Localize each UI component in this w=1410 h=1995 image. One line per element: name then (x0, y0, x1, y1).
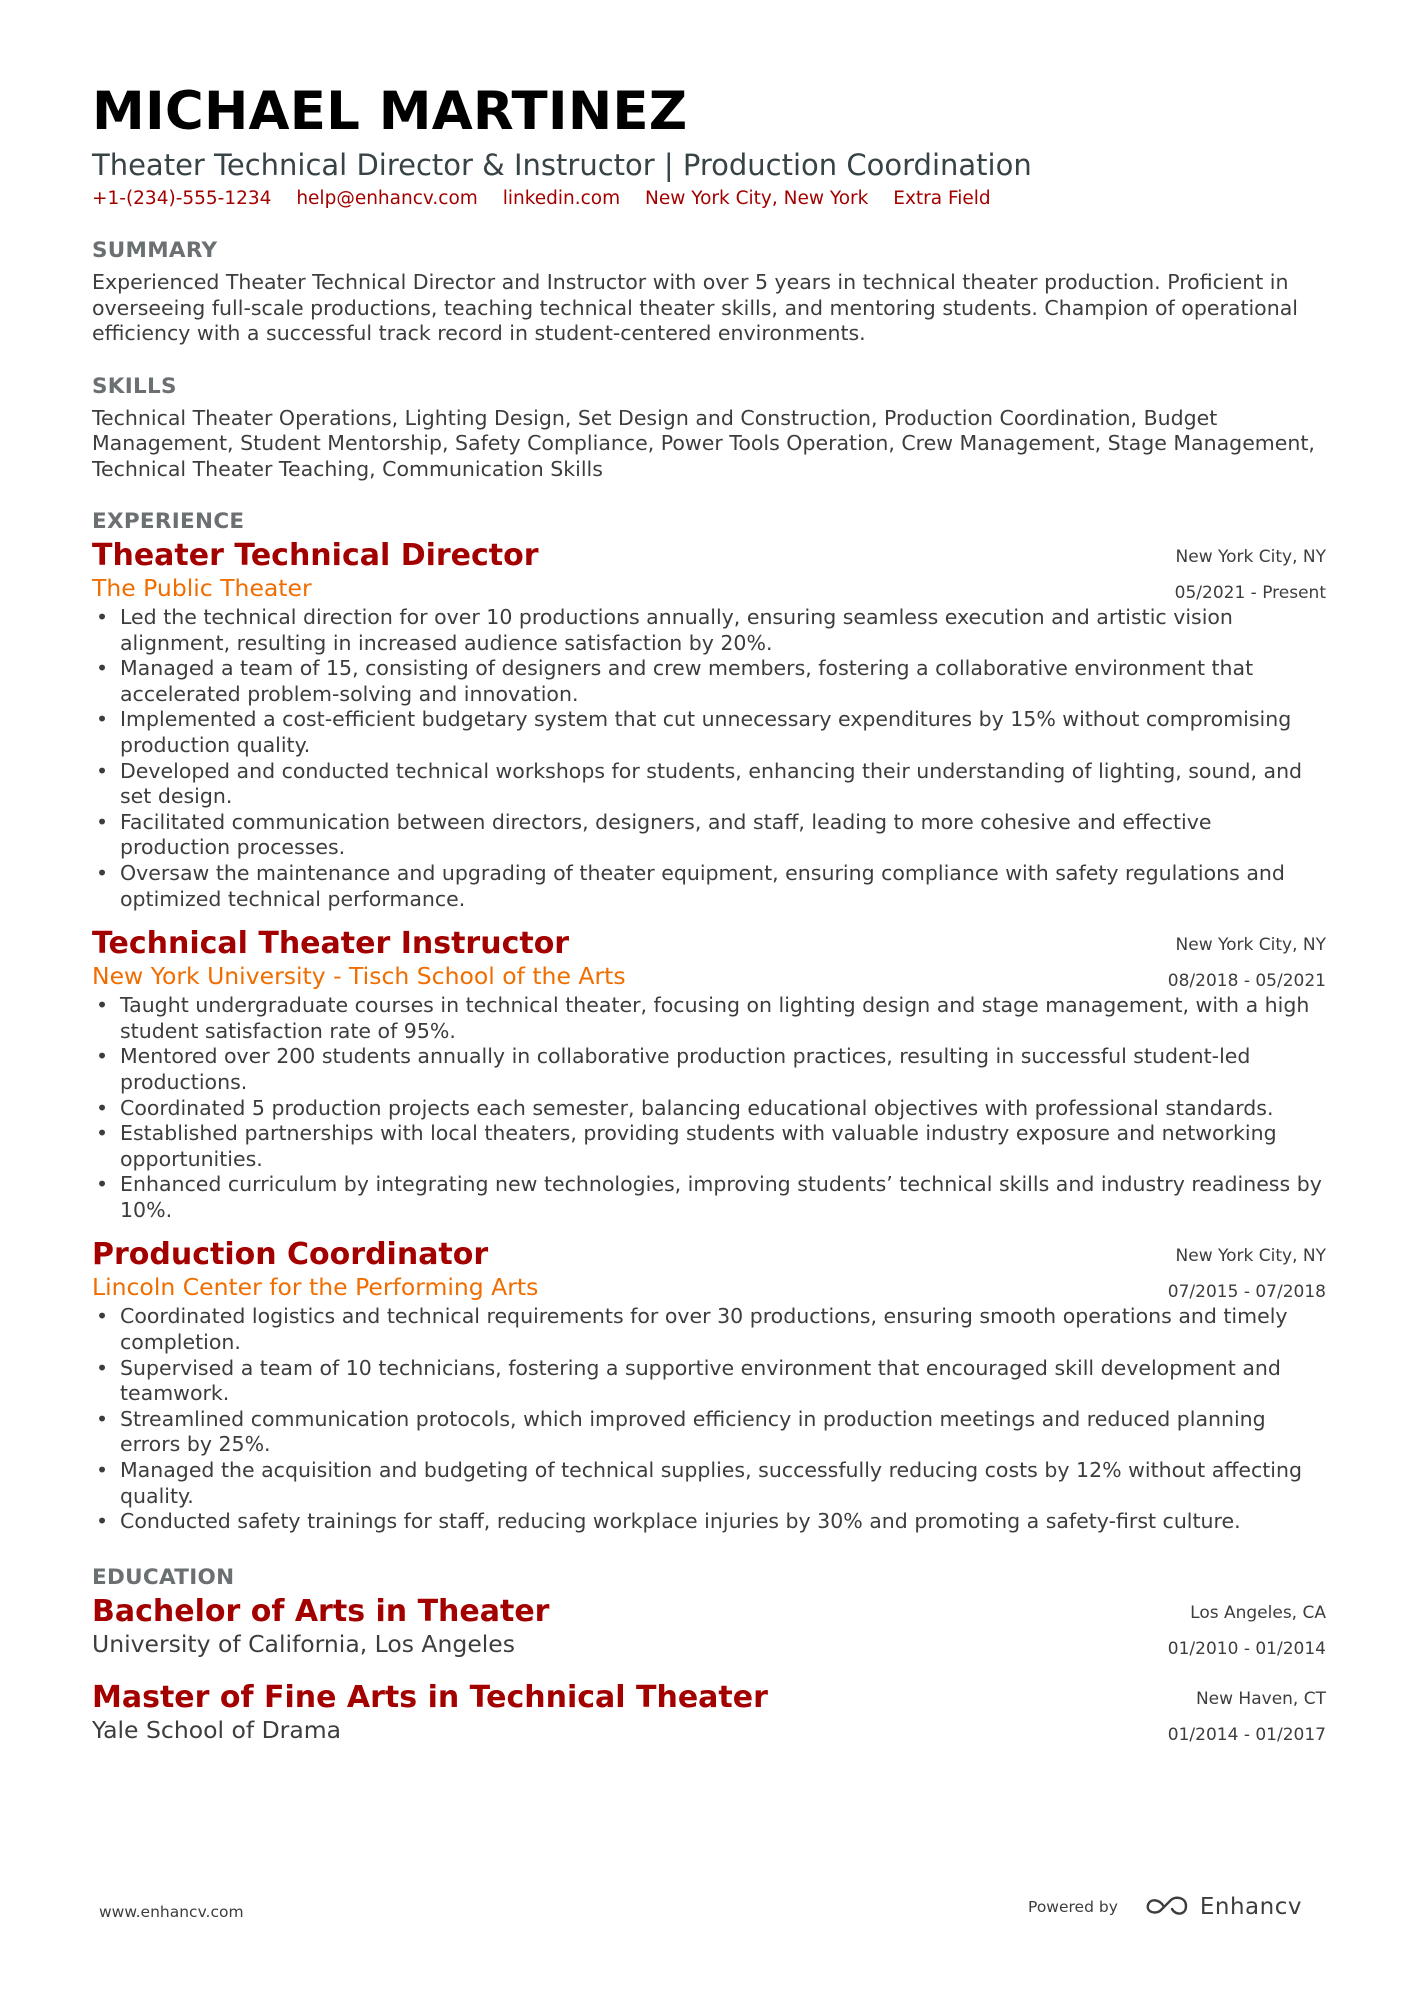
job-title: Theater Technical Director (92, 538, 539, 573)
skills-text: Technical Theater Operations, Lighting Design, Set Design and Construction, Production Coordination, Budget Management, Student Mentorship, Safety Compliance, Power Tools Operation, Crew Management, Stage Management, Technical Theater Teaching, Communication Skills (92, 405, 1315, 481)
enhancv-logo-text[interactable]: Enhancv (1199, 1894, 1302, 1920)
job-dates: 07/2015 - 07/2018 (1167, 1282, 1326, 1303)
bullet-item: • Developed and conducted technical workshops for students, enhancing their understanding of lighting, sound, and set design. (120, 759, 1326, 810)
bullet-item: • Oversaw the maintenance and upgrading of theater equipment, ensuring compliance with safety regulations and optimized technical performance. (120, 861, 1326, 912)
job-title: Production Coordinator (92, 1237, 489, 1273)
job-title: Technical Theater Instructor (92, 926, 570, 962)
contact-linkedin[interactable]: linkedin.com (502, 188, 621, 209)
education-entry (92, 1593, 1326, 1659)
job-bullets (92, 993, 1326, 1223)
bullet-item: • Managed the acquisition and budgeting of technical supplies, successfully reducing costs by 12% without affecting quality. (120, 1458, 1326, 1509)
education-title: EDUCATION (92, 1564, 235, 1590)
experience-entry (92, 537, 1326, 912)
skills-title: SKILLS (92, 373, 177, 399)
bullet-item: • Facilitated communication between directors, designers, and staff, leading to more cohesive and effective production processes. (120, 810, 1326, 861)
job-dates: 05/2021 - Present (1174, 583, 1326, 603)
bullet-item: • Conducted safety trainings for staff, reducing workplace injuries by 30% and promoting a safety-first culture. (120, 1509, 1326, 1535)
job-dates: 08/2018 - 05/2021 (1167, 971, 1326, 992)
powered-by-label: Powered by (1028, 1898, 1118, 1916)
bullet-item: • Streamlined communication protocols, which improved efficiency in production meetings and reduced planning errors by 25%. (120, 1407, 1326, 1458)
footer-website-link[interactable]: www.enhancv.com (99, 1903, 244, 1921)
education-dates: 01/2014 - 01/2017 (1167, 1724, 1326, 1745)
bullet-item: • Taught undergraduate courses in technical theater, focusing on lighting design and stage management, with a high student satisfaction rate of 95%. (120, 993, 1326, 1044)
education-section (92, 1563, 1326, 1745)
degree-title: Master of Fine Arts in Technical Theater (92, 1679, 768, 1715)
summary-title: SUMMARY (92, 238, 218, 263)
bullet-item: • Implemented a cost-efficient budgetary system that cut unnecessary expenditures by 15% without compromising production quality. (120, 707, 1326, 758)
bullet-item: • Supervised a team of 10 technicians, fostering a supportive environment that encouraged skill development and teamwork. (120, 1356, 1326, 1407)
company-name: The Public Theater (92, 574, 312, 602)
resume-header (92, 80, 1326, 212)
job-location: New York City, NY (1175, 547, 1326, 567)
job-bullets (92, 1304, 1326, 1534)
degree-title: Bachelor of Arts in Theater (92, 1593, 550, 1629)
bullet-item: • Coordinated 5 production projects each semester, balancing educational objectives with professional standards. (120, 1096, 1326, 1122)
school-name: Yale School of Drama (92, 1715, 342, 1744)
bullet-item: • Enhanced curriculum by integrating new technologies, improving students’ technical skills and industry readiness by 10%. (120, 1172, 1326, 1223)
company-name: Lincoln Center for the Performing Arts (92, 1273, 539, 1302)
experience-entry (92, 925, 1326, 1223)
bullet-item: • Led the technical direction for over 10 productions annually, ensuring seamless execution and artistic vision alignment, resulting in increased audience satisfaction by 20%. (120, 605, 1326, 656)
resume-page (92, 80, 1326, 1745)
school-name: University of California, Los Angeles (92, 1629, 516, 1658)
enhancv-logo-icon (1144, 1894, 1190, 1920)
footer-branding (1028, 1894, 1302, 1920)
company-name: New York University - Tisch School of the Arts (92, 962, 626, 991)
candidate-headline: Theater Technical Director & Instructor | Production Coordination (92, 148, 1032, 182)
skills-section (92, 372, 1326, 483)
bullet-item: • Mentored over 200 students annually in collaborative production practices, resulting in successful student-led productions. (120, 1044, 1326, 1095)
job-meta (1168, 927, 1326, 999)
experience-entry (92, 1236, 1326, 1534)
education-location: Los Angeles, CA (1190, 1602, 1326, 1623)
summary-section (92, 236, 1326, 347)
experience-section (92, 507, 1326, 1535)
job-meta (1168, 1238, 1326, 1310)
bullet-item: • Established partnerships with local theaters, providing students with valuable industry exposure and networking opportunities. (120, 1121, 1326, 1172)
bullet-item: • Coordinated logistics and technical requirements for over 30 productions, ensuring smooth operations and timely completion. (120, 1304, 1326, 1355)
education-entry (92, 1679, 1326, 1745)
job-location: New York City, NY (1175, 935, 1326, 956)
candidate-name: MICHAEL MARTINEZ (92, 81, 688, 142)
contact-line (92, 186, 1326, 212)
education-meta (1168, 1595, 1326, 1667)
education-location: New Haven, CT (1195, 1688, 1326, 1709)
bullet-item: • Managed a team of 15, consisting of designers and crew members, fostering a collaborative environment that accelerated problem-solving and innovation. (120, 656, 1326, 707)
contact-extra-field: Extra Field (893, 188, 991, 209)
contact-email[interactable]: help@enhancv.com (296, 188, 478, 209)
contact-location: New York City, New York (645, 188, 869, 209)
job-bullets (92, 605, 1326, 912)
education-dates: 01/2010 - 01/2014 (1167, 1638, 1326, 1659)
experience-title: EXPERIENCE (92, 509, 245, 534)
education-meta (1168, 1681, 1326, 1753)
summary-text: Experienced Theater Technical Director and Instructor with over 5 years in technical theater production. Proficient in overseeing full-scale productions, teaching technical theater skills, and mentoring students. Champion of operational efficiency with a successful track record in student-centered environments. (92, 270, 1298, 345)
contact-phone[interactable]: +1-(234)-555-1234 (92, 188, 272, 209)
job-location: New York City, NY (1175, 1246, 1326, 1267)
job-meta (1175, 539, 1326, 611)
